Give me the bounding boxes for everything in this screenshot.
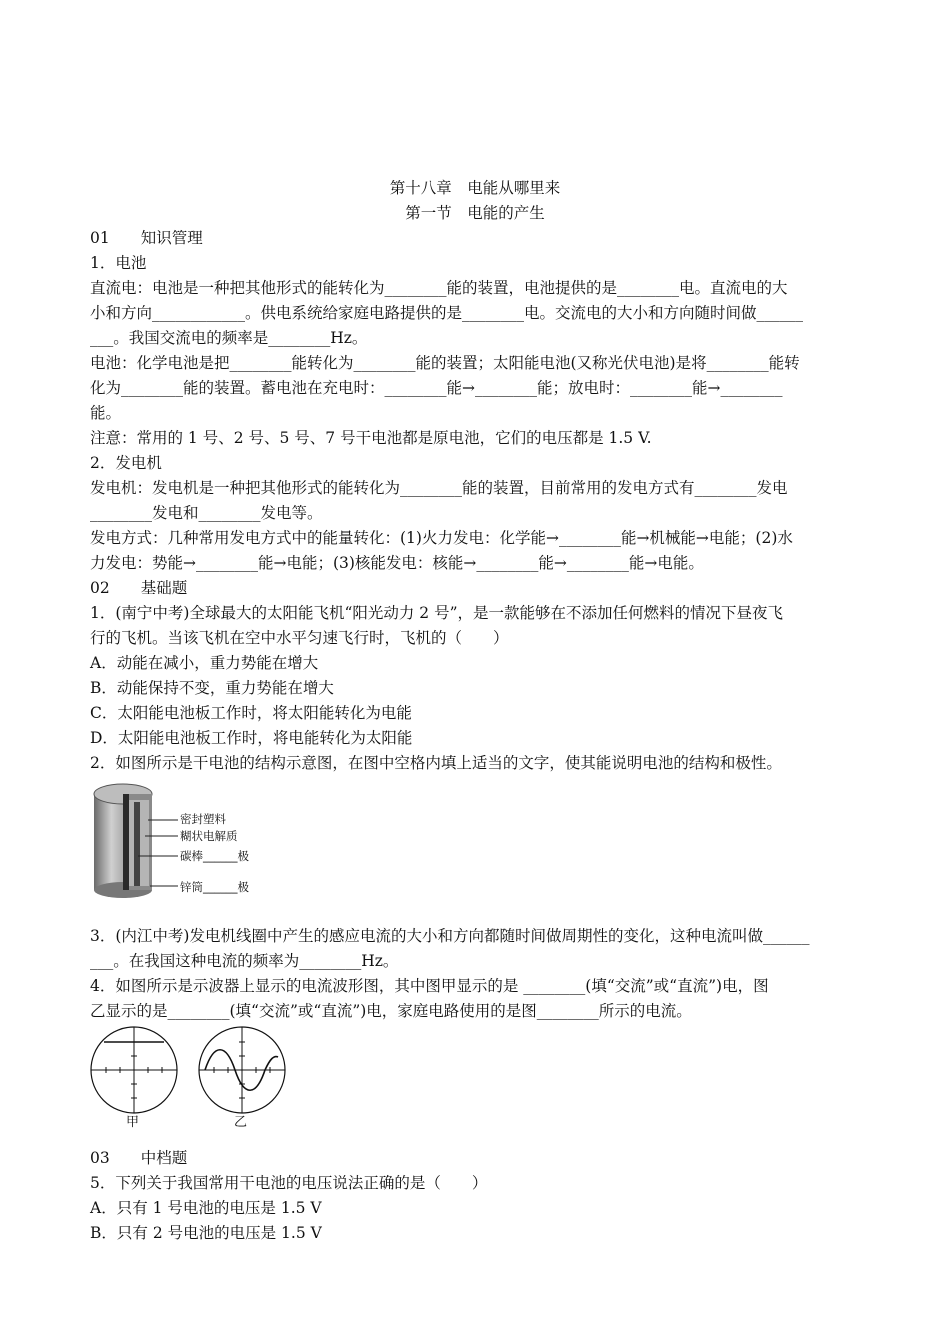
text-line: 化为________能的装置。蓄电池在充电时：________能→________能；放电时：________能→________ <box>90 379 783 397</box>
scope-jia <box>91 1027 177 1113</box>
text-line: 力发电：势能→________能→电能；(3)核能发电：核能→________能→________能→电能。 <box>90 554 704 572</box>
text-line: 能。 <box>90 404 122 422</box>
option-a: A．动能在减小，重力势能在增大 <box>90 654 319 672</box>
text-line: 发电方式：几种常用发电方式中的能量转化：(1)火力发电：化学能→________能→机械能→电能；(2)水 <box>90 529 793 547</box>
question-2: 2．如图所示是干电池的结构示意图，在图中空格内填上适当的文字，使其能说明电池的结构和极性。 <box>90 754 782 772</box>
question-5: 5．下列关于我国常用干电池的电压说法正确的是（ ） <box>90 1174 488 1192</box>
heading-basic: 02 基础题 <box>90 579 188 597</box>
subheading-battery: 1．电池 <box>90 254 147 272</box>
heading-medium: 03 中档题 <box>90 1149 188 1167</box>
option-a: A．只有 1 号电池的电压是 1.5 V <box>90 1199 322 1217</box>
scope-yi <box>199 1027 285 1113</box>
text-line: 小和方向____________。供电系统给家庭电路提供的是________电。交流电的大小和方向随时间做______ <box>90 304 804 322</box>
oscilloscope-figure <box>88 1025 298 1135</box>
heading-knowledge: 01 知识管理 <box>90 229 203 247</box>
option-b: B．只有 2 号电池的电压是 1.5 V <box>90 1224 322 1242</box>
subheading-generator: 2．发电机 <box>90 454 162 472</box>
option-c: C．太阳能电池板工作时，将太阳能转化为电能 <box>90 704 412 722</box>
text-line: 乙显示的是________(填“交流”或“直流”)电，家庭电路使用的是图________所示的电流。 <box>90 1002 692 1020</box>
text-line: ___。我国交流电的频率是________Hz。 <box>90 329 368 347</box>
question-3: 3．(内江中考)发电机线圈中产生的感应电流的大小和方向都随时间做周期性的变化，这种电流叫做______ <box>90 927 810 945</box>
section-title: 第一节 电能的产生 <box>405 204 545 222</box>
note-line: 注意：常用的 1 号、2 号、5 号、7 号干电池都是原电池，它们的电压都是 1.5 V. <box>90 429 652 447</box>
label-zinc-can: 锌筒______极 <box>180 880 249 894</box>
scope-label-jia: 甲 <box>126 1115 140 1130</box>
text-line: 电池：化学电池是把________能转化为________能的装置；太阳能电池(又称光伏电池)是将________能转 <box>90 354 800 372</box>
option-b: B．动能保持不变，重力势能在增大 <box>90 679 334 697</box>
question-4: 4．如图所示是示波器上显示的电流波形图，其中图甲显示的是 ________(填“交流”或“直流”)电，图 <box>90 977 769 995</box>
text-line: 行的飞机。当该飞机在空中水平匀速飞行时，飞机的（ ） <box>90 629 509 647</box>
label-electrolyte: 糊状电解质 <box>180 829 238 843</box>
label-sealing-plastic: 密封塑料 <box>180 812 226 826</box>
chapter-title: 第十八章 电能从哪里来 <box>389 179 561 197</box>
label-carbon-rod: 碳棒______极 <box>180 849 249 863</box>
text-line: ________发电和________发电等。 <box>90 504 323 522</box>
battery-figure <box>90 780 270 900</box>
text-line: 发电机：发电机是一种把其他形式的能转化为________能的装置，目前常用的发电方式有________发电 <box>90 479 788 497</box>
text-line: ___。在我国这种电流的频率为________Hz。 <box>90 952 399 970</box>
option-d: D．太阳能电池板工作时，将电能转化为太阳能 <box>90 729 413 747</box>
question-1: 1．(南宁中考)全球最大的太阳能飞机“阳光动力 2 号”，是一款能够在不添加任何燃料的情况下昼夜飞 <box>90 604 784 622</box>
text-line: 直流电：电池是一种把其他形式的能转化为________能的装置，电池提供的是________电。直流电的大 <box>90 279 788 297</box>
scope-label-yi: 乙 <box>234 1115 248 1130</box>
